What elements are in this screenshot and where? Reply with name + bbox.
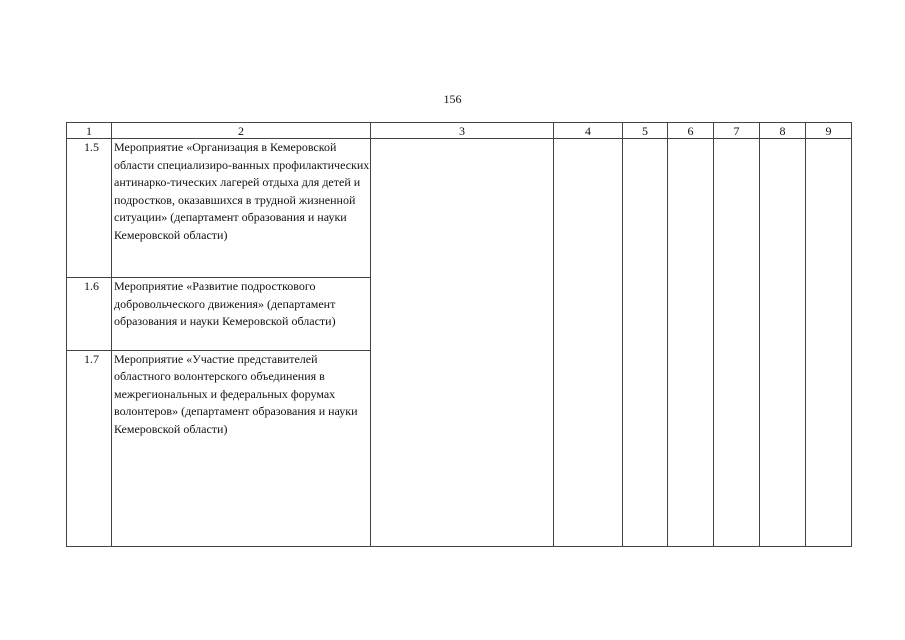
header-row: [67, 123, 852, 139]
column-header: 5: [623, 123, 668, 139]
row-number: 1.5: [67, 139, 112, 278]
empty-cell-col5: [623, 139, 668, 547]
empty-cell-col4: [554, 139, 623, 547]
column-header: 1: [67, 123, 112, 139]
table-row: [67, 139, 852, 278]
page-number: 156: [443, 92, 462, 106]
row-description: Мероприятие «Участие представителей областного волонтерского объединения в межрегиональных и федеральных форумах волонтеров» (департамент образования и науки Кемеровской области): [112, 350, 371, 546]
empty-cell-col8: [760, 139, 806, 547]
empty-cell-col3: [371, 139, 554, 547]
column-header: 6: [668, 123, 714, 139]
column-header: 8: [760, 123, 806, 139]
row-description: Мероприятие «Развитие подросткового добровольческого движения» (департамент образования и науки Кемеровской области): [112, 278, 371, 350]
empty-cell-col9: [806, 139, 852, 547]
column-header: 4: [554, 123, 623, 139]
program-table: [66, 122, 852, 547]
empty-cell-col7: [714, 139, 760, 547]
column-header: 9: [806, 123, 852, 139]
column-header: 2: [112, 123, 371, 139]
row-number: 1.6: [67, 278, 112, 350]
empty-cell-col6: [668, 139, 714, 547]
column-header: 3: [371, 123, 554, 139]
row-number: 1.7: [67, 350, 112, 546]
row-description: Мероприятие «Организация в Кемеровской области специализиро-ванных профилактических антинарко-тических лагерей отдыха для детей и подростков, оказавшихся в трудной жизненной ситуации» (департамент образования и науки Кемеровской области): [112, 139, 371, 278]
column-header: 7: [714, 123, 760, 139]
